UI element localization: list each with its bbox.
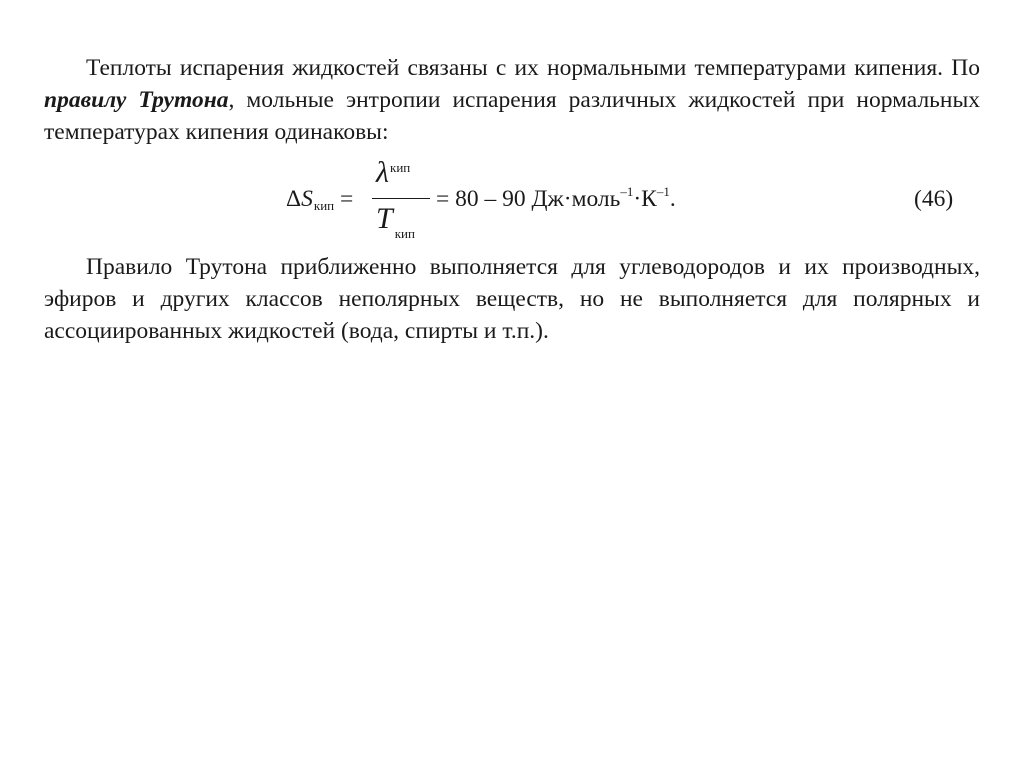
exponent-kelvin: –1 [656, 184, 670, 199]
delta-symbol: Δ [286, 186, 302, 212]
paragraph-text-before: Теплоты испарения жидкостей связаны с их нормальными температурами кипения. По [86, 55, 980, 81]
rhs-value: = 80 – 90 Дж·моль [436, 186, 621, 212]
trouton-formula [0, 156, 1024, 246]
formula-lhs [286, 186, 353, 213]
trouton-rule-emphasis: правилу Трутона [44, 87, 229, 113]
fraction-bar [372, 198, 430, 199]
paragraph-text-after: , мольные энтропии испарения различных жидкостей при нормальных температурах кипения одинаковы: [44, 87, 981, 145]
lambda-symbol: λ [376, 156, 389, 189]
kelvin-unit: ·К [633, 186, 657, 212]
entropy-symbol: S [301, 186, 313, 212]
formula-period: . [669, 186, 676, 212]
equals-sign: = [339, 186, 354, 212]
fraction-numerator [376, 156, 410, 190]
paragraph-trouton-applicability [44, 251, 980, 347]
paragraph-trouton-intro [44, 52, 980, 148]
equation-number: (46) [914, 186, 954, 212]
exponent-mol: –1 [620, 184, 634, 199]
fraction-denominator [376, 202, 415, 241]
numerator-subscript: кип [390, 160, 411, 175]
paragraph2-text: Правило Трутона приближенно выполняется для углеводородов и их производных, эфиров и других классов неполярных веществ, но не выполняется для полярных и ассоциированных жидкостей (вода, спирты и т.п.). [44, 254, 980, 344]
temperature-symbol: T [376, 202, 393, 235]
denominator-subscript: кип [394, 226, 415, 241]
formula-rhs [436, 186, 676, 213]
formula-fraction [370, 156, 430, 242]
lhs-subscript: кип [313, 198, 335, 213]
